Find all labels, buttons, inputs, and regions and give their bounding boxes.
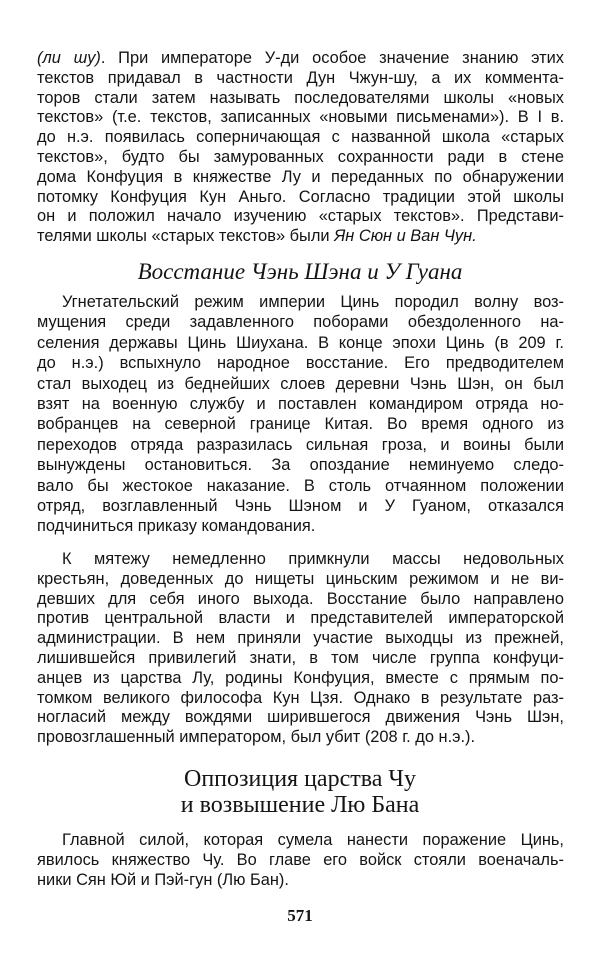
text-line <box>37 728 564 748</box>
text-line <box>37 148 564 168</box>
text-line <box>37 49 564 69</box>
text-segment: явилось княжество Чу. Во главе его войск стояли военачаль- <box>37 851 564 869</box>
text-line <box>37 128 564 148</box>
text-line <box>37 629 564 649</box>
text-segment: Главной силой, которая сумела нанести поражение Цинь, <box>62 831 564 849</box>
text-segment: текстов» (т.е. текстов, записанных «новыми письменами»). В I в. <box>37 108 564 127</box>
text-segment: ники Сян Юй и Пэй-гун (Лю Бан). <box>37 871 289 889</box>
text-line <box>37 590 564 610</box>
text-segment: торов стали затем называть последователями школы «новых <box>37 88 564 107</box>
text-segment: отряд, возглавленный Чэнь Шэном и У Гуаном, отказался <box>37 496 564 515</box>
text-segment: потомку Конфуция Кун Аньго. Согласно традиции этой школы <box>37 187 564 206</box>
text-segment: администрации. В нем приняли участие выходцы из прежней, <box>37 629 564 648</box>
text-segment: анцев из царства Лу, родины Конфуция, вместе с прямым по- <box>37 668 564 687</box>
text-line <box>37 649 564 669</box>
text-line <box>37 227 564 247</box>
text-segment: вало бы жестокое наказание. В столь отчаянном положении <box>37 476 564 495</box>
text-line <box>37 333 564 353</box>
text-line <box>37 669 564 689</box>
text-segment: до н.э.) вспыхнуло народное восстание. Его предводителем <box>37 354 564 373</box>
text-segment: до н.э. появилась соперничающая с названной школа «старых <box>37 128 564 147</box>
text-segment: текстов», будто бы замурованных сохранности ради в стене <box>37 147 564 166</box>
text-segment: провозглашенный императором, был убит (208 г. до н.э.). <box>37 728 476 747</box>
text-line <box>37 353 564 373</box>
text-line <box>37 830 564 850</box>
text-segment: стал выходец из беднейших слоев деревни Чэнь Шэн, он был <box>37 374 564 393</box>
text-segment: вынуждены остановиться. За опоздание неминуемо следо- <box>37 456 564 475</box>
text-line <box>37 689 564 709</box>
text-segment: он и положил начало изучению «старых текстов». Представи- <box>37 207 564 226</box>
text-line <box>37 69 564 89</box>
text-line <box>37 89 564 109</box>
text-line <box>37 414 564 434</box>
text-line <box>37 708 564 728</box>
paragraph-2 <box>37 292 564 537</box>
text-segment: переходов отряда разразилась сильная гроза, и воины были <box>37 435 564 454</box>
text-segment: К мятежу немедленно примкнули массы недовольных <box>62 550 564 568</box>
text-segment: ногласий между вождями ширившегося движения Чэнь Шэн, <box>37 708 564 727</box>
section-heading-uprising: Восстание Чэнь Шэна и У Гуана <box>137 259 463 284</box>
paragraph-3 <box>37 550 564 748</box>
italic-text: (ли шу) <box>37 49 101 67</box>
text-segment: вобранцев на северной границе Китая. Во время одного из <box>37 415 564 434</box>
text-segment: взят на военную службу и поставлен командиром отряда но- <box>37 394 564 413</box>
text-line <box>37 168 564 188</box>
text-segment: лишившейся привилегий знати, в том числе группа конфуци- <box>37 648 564 667</box>
text-line <box>37 207 564 227</box>
paragraph-4 <box>37 830 564 890</box>
text-line <box>37 394 564 414</box>
text-segment: против центральной власти и представителей императорской <box>37 609 564 628</box>
text-line <box>37 435 564 455</box>
page-number: 571 <box>287 906 313 925</box>
text-line <box>37 374 564 394</box>
text-line <box>37 108 564 128</box>
text-line <box>37 188 564 208</box>
text-segment: томком великого философа Кун Цзя. Однако в результате раз- <box>37 688 564 707</box>
text-line <box>37 312 564 332</box>
heading-line-1: Оппозиция царства Чу <box>184 766 416 792</box>
text-line <box>37 455 564 475</box>
text-segment: подчиниться приказу командования. <box>37 517 316 536</box>
text-segment: девших для себя иного выхода. Восстание было направлено <box>37 589 564 608</box>
text-line <box>37 850 564 870</box>
text-segment: селения державы Цинь Шиухана. В конце эпохи Цинь (в 209 г. <box>37 333 564 352</box>
text-line <box>37 476 564 496</box>
text-segment: крестьян, доведенных до нищеты циньским режимом и не ви- <box>37 569 564 588</box>
section-heading-chu <box>0 766 600 818</box>
italic-text: Ян Сюн и Ван Чун. <box>334 227 477 246</box>
text-segment: текстов придавал в частности Дун Чжун-шу, а их коммента- <box>37 68 564 87</box>
text-segment: телями школы «старых текстов» были <box>37 227 335 246</box>
text-line <box>37 292 564 312</box>
text-line <box>37 570 564 590</box>
heading-line-2: и возвышение Лю Бана <box>180 792 420 818</box>
text-line <box>37 609 564 629</box>
text-line <box>37 870 564 890</box>
text-segment: . При императоре У-ди особое значение знанию этих <box>100 49 564 67</box>
text-segment: мущения среди задавленного поборами обездоленного на- <box>37 313 564 332</box>
text-line <box>37 550 564 570</box>
text-segment: Угнетательский режим империи Цинь породил волну воз- <box>62 293 564 311</box>
text-segment: дома Конфуция в княжестве Лу и переданных по обнаружении <box>37 167 564 186</box>
text-line <box>37 496 564 516</box>
text-line <box>37 516 564 536</box>
paragraph-1 <box>37 49 564 247</box>
